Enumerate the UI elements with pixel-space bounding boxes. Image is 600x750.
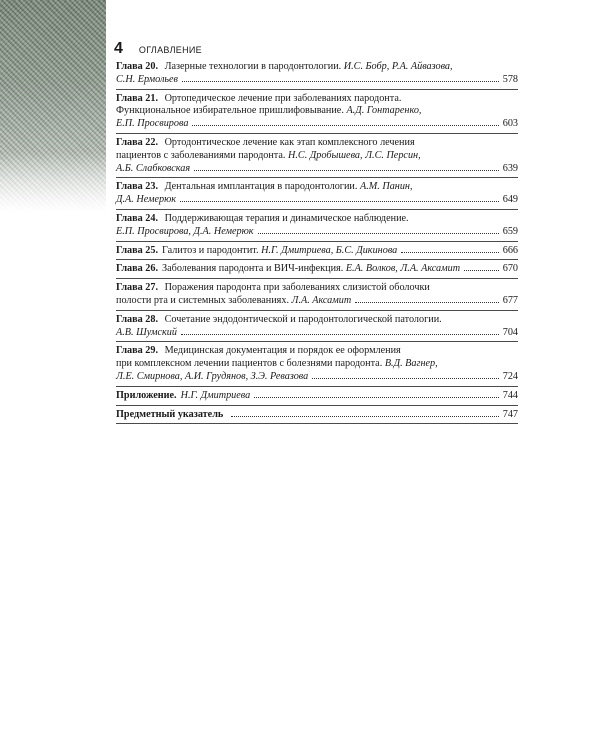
- chapter-title-cont: при комплексном лечении пациентов с болезнями пародонта.: [116, 358, 383, 370]
- chapter-label: Глава 26.: [116, 263, 159, 275]
- chapter-label: Глава 21.: [116, 92, 159, 104]
- page-header: [114, 40, 202, 58]
- chapter-label: Глава 25.: [116, 244, 159, 256]
- chapter-label: Глава 22.: [116, 136, 159, 148]
- toc-entry-chapter-27: [116, 279, 518, 311]
- chapter-title-cont: полости рта и системных заболеваниях.: [116, 294, 289, 306]
- chapter-title-cont: пациентов с заболеваниями пародонта.: [116, 149, 286, 161]
- appendix-authors: Н.Г. Дмитриева: [180, 389, 251, 401]
- dot-leader: [355, 302, 499, 303]
- chapter-title: Лазерные технологии в пародонтологии.: [164, 61, 342, 72]
- chapter-title: Поддерживающая терапия и динамическое наблюдение.: [164, 212, 409, 224]
- page-ref: 649: [502, 194, 518, 206]
- chapter-authors: А.Д. Гонтаренко,: [346, 105, 422, 117]
- chapter-title: Ортопедическое лечение при заболеваниях пародонта.: [164, 92, 402, 104]
- page-ref: 666: [502, 244, 518, 256]
- page-ref: 677: [502, 294, 518, 306]
- chapter-authors-cont: Л.Е. Смирнова, А.И. Грудянов, З.Э. Ревазова: [116, 370, 309, 382]
- dot-leader: [180, 201, 499, 202]
- dot-leader: [254, 397, 498, 398]
- dot-leader: [192, 125, 498, 126]
- page-ref: 639: [502, 162, 518, 174]
- dot-leader: [401, 252, 498, 253]
- dot-leader: [181, 334, 499, 335]
- page-number: 4: [114, 40, 123, 57]
- page-ref: 747: [502, 408, 518, 420]
- chapter-title: Сочетание эндодонтической и пародонтологической патологии.: [164, 313, 442, 325]
- dot-leader: [312, 378, 498, 379]
- toc-entry-chapter-21: [116, 90, 518, 134]
- toc-entry-chapter-26: [116, 260, 518, 279]
- page-ref: 603: [502, 118, 518, 130]
- chapter-title: Галитоз и пародонтит.: [162, 244, 259, 256]
- page-ref: 578: [502, 73, 518, 85]
- chapter-title: Заболевания пародонта и ВИЧ-инфекция.: [162, 263, 344, 275]
- scan-edge-shading: [0, 0, 106, 212]
- chapter-title: Ортодонтическое лечение как этап комплексного лечения: [164, 136, 415, 148]
- chapter-authors: А.В. Шумский: [116, 326, 177, 338]
- toc-entry-subject-index: [116, 406, 518, 425]
- chapter-authors-cont: С.Н. Ермольев: [116, 73, 178, 85]
- chapter-authors: Е.П. Просвирова, Д.А. Немерюк: [116, 225, 254, 237]
- toc-entry-chapter-20: [116, 58, 518, 90]
- toc-entry-chapter-28: [116, 311, 518, 343]
- chapter-label: Глава 24.: [116, 212, 159, 224]
- dot-leader: [464, 270, 499, 271]
- toc-entry-chapter-22: [116, 134, 518, 178]
- chapter-title-cont: Функциональное избирательное пришлифовывание.: [116, 105, 344, 117]
- chapter-authors: И.С. Бобр, Р.А. Айвазова,: [343, 61, 453, 72]
- chapter-label: Глава 27.: [116, 282, 159, 294]
- subject-index-label: Предметный указатель: [116, 408, 224, 420]
- chapter-label: Глава 20.: [116, 61, 159, 72]
- page-ref: 659: [502, 225, 518, 237]
- chapter-authors: Н.С. Дробышева, Л.С. Персин,: [288, 149, 421, 161]
- dot-leader: [231, 416, 498, 417]
- chapter-title: Поражения пародонта при заболеваниях слизистой оболочки: [164, 282, 430, 294]
- toc-entry-chapter-25: [116, 242, 518, 261]
- chapter-authors-cont: Е.П. Просвирова: [116, 118, 189, 130]
- toc-entry-chapter-29: [116, 342, 518, 386]
- toc-entry-appendix: [116, 387, 518, 406]
- chapter-authors-cont: А.Б. Слабковская: [116, 162, 191, 174]
- page-ref: 744: [502, 389, 518, 401]
- page-ref: 670: [502, 263, 518, 275]
- chapter-authors: А.М. Панин,: [359, 181, 413, 193]
- dot-leader: [182, 81, 499, 82]
- chapter-authors: Н.Г. Дмитриева, Б.С. Дикинова: [261, 244, 398, 256]
- running-header-title: ОГЛАВЛЕНИЕ: [138, 45, 202, 55]
- dot-leader: [258, 233, 499, 234]
- page-ref: 724: [502, 370, 518, 382]
- toc-entry-chapter-24: [116, 210, 518, 242]
- chapter-authors: Л.А. Аксамит: [291, 294, 352, 306]
- chapter-authors: Е.А. Волков, Л.А. Аксамит: [345, 263, 461, 275]
- page-ref: 704: [502, 326, 518, 338]
- table-of-contents: [116, 58, 518, 424]
- chapter-label: Глава 28.: [116, 313, 159, 325]
- chapter-title: Дентальная имплантация в пародонтологии.: [164, 181, 358, 193]
- chapter-label: Глава 23.: [116, 181, 159, 193]
- chapter-title: Медицинская документация и порядок ее оформления: [164, 345, 401, 357]
- dot-leader: [194, 170, 499, 171]
- chapter-authors: В.Д. Вагнер,: [384, 358, 438, 370]
- chapter-authors-cont: Д.А. Немерюк: [116, 194, 177, 206]
- appendix-label: Приложение.: [116, 389, 177, 401]
- toc-entry-chapter-23: [116, 178, 518, 210]
- chapter-label: Глава 29.: [116, 345, 159, 357]
